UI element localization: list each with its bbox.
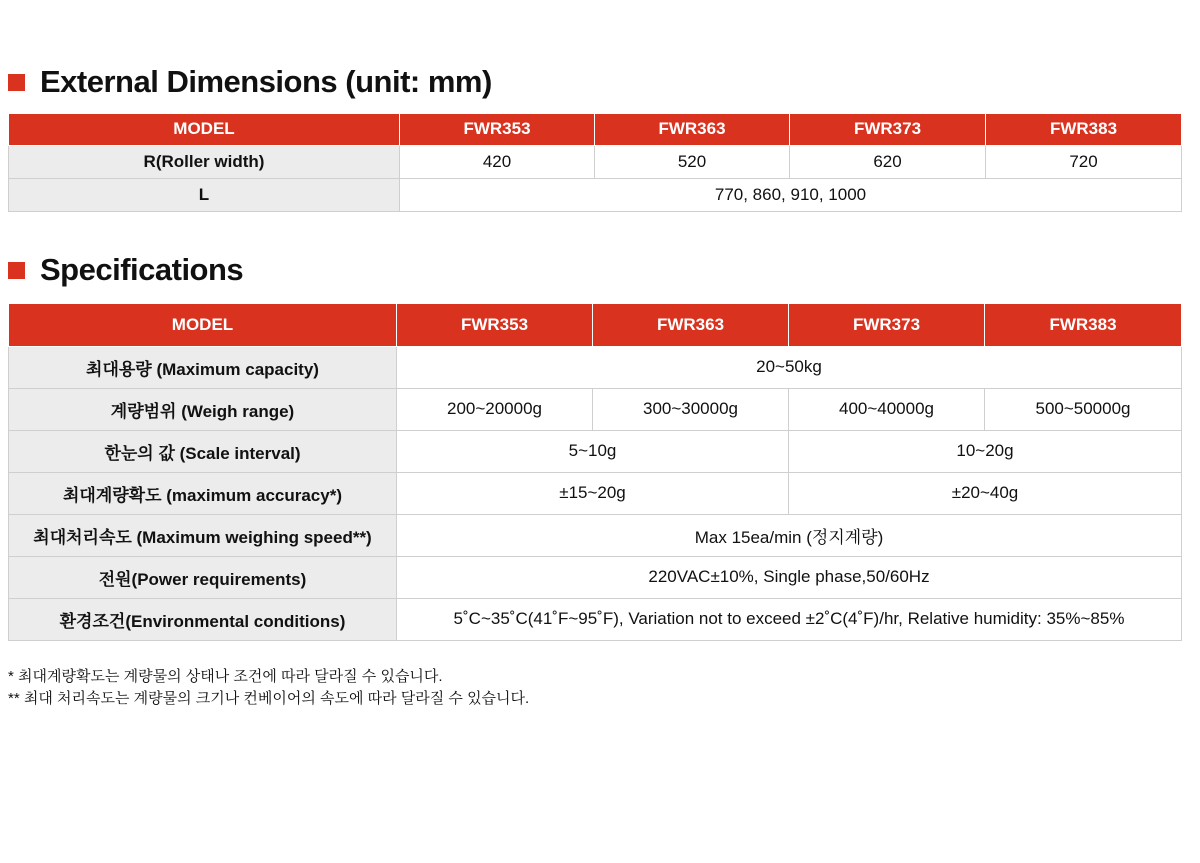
header-cell-fwr363: FWR363 — [595, 114, 790, 145]
table-row — [9, 145, 1182, 178]
specifications-title: Specifications — [40, 252, 244, 287]
value-cell: 5~10g — [397, 430, 789, 472]
value-cell: 220VAC±10%, Single phase,50/60Hz — [397, 556, 1182, 598]
table-row — [9, 178, 1182, 211]
value-cell: 10~20g — [789, 430, 1182, 472]
value-cell: ±20~40g — [789, 472, 1182, 514]
dimensions-header-row — [9, 114, 1182, 145]
header-cell-fwr373: FWR373 — [790, 114, 986, 145]
value-cell: 420 — [400, 145, 595, 178]
row-label-l: L — [9, 178, 400, 211]
row-label-accuracy: 최대계량확도 (maximum accuracy*) — [9, 472, 397, 514]
value-cell: 520 — [595, 145, 790, 178]
header-cell-model: MODEL — [9, 114, 400, 145]
table-row — [9, 430, 1182, 472]
footnote-speed: ** 최대 처리속도는 계량물의 크기나 컨베이어의 속도에 따라 달라질 수 있습니다. — [8, 690, 530, 707]
dimensions-table — [8, 114, 1182, 212]
header-cell-fwr363: FWR363 — [593, 304, 789, 346]
specifications-heading — [8, 252, 243, 288]
row-label-speed: 최대처리속도 (Maximum weighing speed**) — [9, 514, 397, 556]
value-cell: 500~50000g — [985, 388, 1182, 430]
table-row — [9, 514, 1182, 556]
row-label-environment: 환경조건(Environmental conditions) — [9, 598, 397, 640]
table-row — [9, 346, 1182, 388]
value-cell: 5˚C~35˚C(41˚F~95˚F), Variation not to exceed ±2˚C(4˚F)/hr, Relative humidity: 35%~85% — [397, 598, 1182, 640]
red-square-icon — [8, 262, 25, 279]
specifications-table — [8, 304, 1182, 641]
value-cell: 620 — [790, 145, 986, 178]
value-cell: 300~30000g — [593, 388, 789, 430]
table-row — [9, 472, 1182, 514]
value-cell: 770, 860, 910, 1000 — [400, 178, 1182, 211]
value-cell: 400~40000g — [789, 388, 985, 430]
row-label-capacity: 최대용량 (Maximum capacity) — [9, 346, 397, 388]
header-cell-fwr373: FWR373 — [789, 304, 985, 346]
row-label-weigh-range: 계량범위 (Weigh range) — [9, 388, 397, 430]
red-square-icon — [8, 74, 25, 91]
header-cell-model: MODEL — [9, 304, 397, 346]
specs-header-row — [9, 304, 1182, 346]
value-cell: 20~50kg — [397, 346, 1182, 388]
value-cell: ±15~20g — [397, 472, 789, 514]
footnote-accuracy: * 최대계량확도는 계량물의 상태나 조건에 따라 달라질 수 있습니다. — [8, 668, 443, 685]
row-label-power: 전원(Power requirements) — [9, 556, 397, 598]
row-label-scale-interval: 한눈의 값 (Scale interval) — [9, 430, 397, 472]
header-cell-fwr353: FWR353 — [400, 114, 595, 145]
dimensions-title: External Dimensions (unit: mm) — [40, 64, 492, 99]
header-cell-fwr383: FWR383 — [986, 114, 1182, 145]
table-row — [9, 598, 1182, 640]
value-cell: Max 15ea/min (정지계량) — [397, 514, 1182, 556]
row-label-roller-width: R(Roller width) — [9, 145, 400, 178]
table-row — [9, 388, 1182, 430]
dimensions-heading — [8, 64, 492, 100]
header-cell-fwr353: FWR353 — [397, 304, 593, 346]
table-row — [9, 556, 1182, 598]
header-cell-fwr383: FWR383 — [985, 304, 1182, 346]
value-cell: 720 — [986, 145, 1182, 178]
footnotes — [8, 666, 529, 710]
value-cell: 200~20000g — [397, 388, 593, 430]
